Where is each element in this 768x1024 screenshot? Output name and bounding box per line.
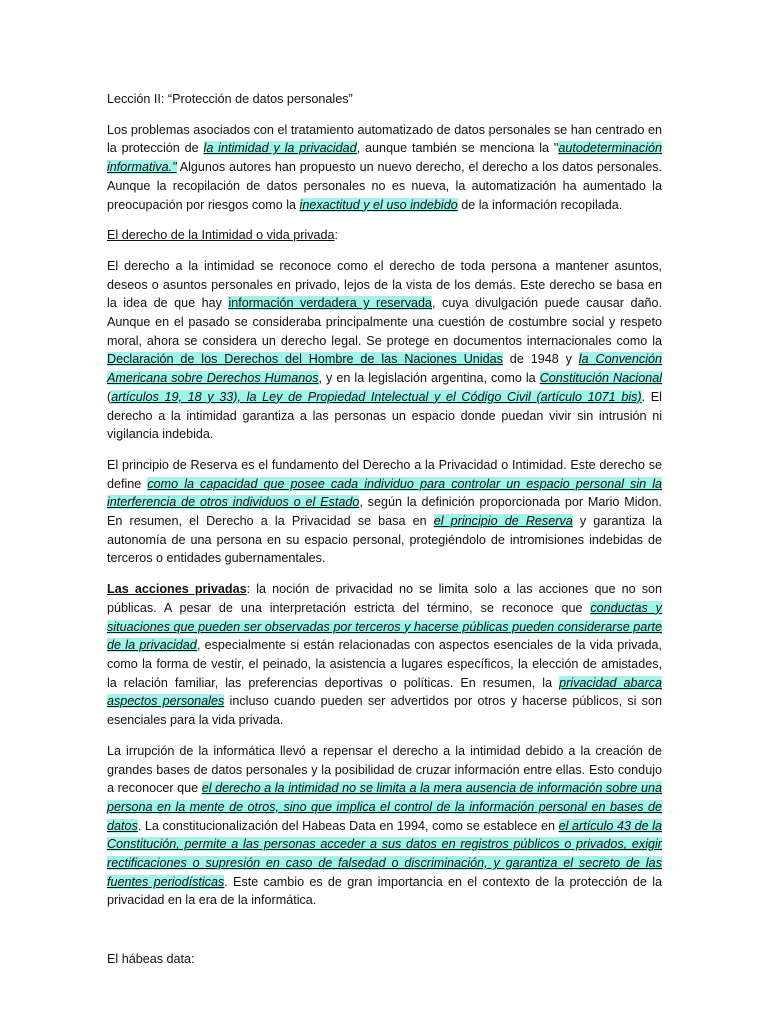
highlighted-text: artículos 19, 18 y 33), la Ley de Propiedad Intelectual y el Código Civil (artículo 1071 bis) — [111, 389, 642, 404]
spacer — [107, 922, 662, 950]
text-run: , cuya divulgación puede causar daño. Aunque en el pasado se consideraba principalmente una cuestión de costumbre social y respeto moral, ahora se considera un derecho legal. Se protege en documentos internacionales como la — [107, 296, 662, 348]
highlighted-text: Declaración de los Derechos del Hombre de las Naciones Unidas — [107, 352, 503, 367]
text-run: y garantiza la autonomía de una persona en su espacio personal, protegiéndolo de intromisiones indebidas de terceros o entidades gubernamentales. — [107, 514, 662, 566]
highlighted-text: como la capacidad que posee cada individuo para controlar un espacio personal sin la interferencia de otros individuos o el Estado — [107, 476, 662, 510]
text-run: incluso cuando pueden ser advertidos por otros y hacerse públicos, si son esenciales para la vida privada. — [107, 694, 662, 728]
text-run: de la información recopilada. — [457, 197, 623, 212]
highlighted-text: inexactitud y el uso indebido — [299, 197, 458, 212]
highlighted-text: Americana sobre Derechos Humanos — [107, 371, 319, 386]
text-run: Los problemas asociados con el tratamiento automatizado de datos personales se han centrado en la protección de — [107, 122, 662, 156]
emphasis-text: El derecho de la Intimidad o vida privada — [107, 228, 335, 243]
highlighted-text: autodeterminación informativa." — [107, 141, 663, 175]
text-run: . Este cambio es de gran importancia en el contexto de la protección de la privacidad en la era de la informática. — [107, 874, 662, 908]
text-run: , y en la legislación argentina, como la — [318, 371, 540, 386]
lesson-title: Lección II: “Protección de datos personales” — [107, 92, 353, 106]
highlighted-text: Constitución Nacional — [539, 371, 663, 386]
text-run: , especialmente si están relacionadas con aspectos esenciales de la vida privada, como la forma de vestir, el peinado, la asistencia a lugares específicos, la elección de amistades, la relación familiar, las preferencias deportivas o políticas. En resumen, la — [107, 638, 662, 690]
highlighted-text: información verdadera y reservada — [228, 296, 433, 311]
highlighted-text: el artículo 43 de la Constitución, permite a las personas acceder a sus datos en registros públicos o privados, exigir rectificaciones o supresión en caso de falsedad o discriminación, y garantiza el secreto de las fuentes periodísticas — [107, 818, 663, 889]
highlighted-text: la intimidad y la privacidad — [203, 141, 357, 156]
highlighted-text: conductas y situaciones que pueden ser observadas por terceros y hacerse públicas pueden considerarse parte de la privacidad — [107, 600, 662, 653]
text-run: , aunque también se menciona la " — [356, 141, 559, 156]
text-run: . El derecho a la intimidad garantiza a las personas un espacio donde puedan vivir sin intrusión ni vigilancia indebida. — [107, 389, 662, 442]
document-page — [107, 90, 662, 981]
text-run: Algunos autores han propuesto un nuevo derecho, el derecho a los datos personales. Aunque la recopilación de datos personales no es nueva, la automatización ha aumentado la preocupación por riesgos como la — [107, 160, 662, 212]
text-run: : la noción de privacidad no se limita solo a las acciones que no son públicas. A pesar de una interpretación estricta del término, se reconoce que — [107, 582, 662, 615]
text-run: : — [334, 228, 339, 243]
emphasis-text: Las acciones privadas — [107, 582, 247, 597]
paragraph-intro — [107, 121, 662, 215]
highlighted-text: el principio de Reserva — [433, 514, 573, 529]
section-heading-intimidad — [107, 226, 662, 245]
text-run: El derecho a la intimidad se reconoce como el derecho de toda persona a mantener asuntos, deseos o asuntos personales en privado, lejos de la vista de los demás. Este derecho se basa en la idea de que hay — [107, 258, 662, 311]
paragraph-acciones-privadas — [107, 580, 662, 730]
section-heading-habeas-data: El hábeas data: — [107, 952, 195, 967]
text-run: ( — [107, 389, 112, 404]
text-run: La irrupción de la informática llevó a repensar el derecho a la intimidad debido a la creación de grandes bases de datos personales y la posibilidad de cruzar información entre ellas. Esto condujo a reconocer que — [107, 743, 662, 796]
paragraph-principio-reserva — [107, 456, 662, 568]
text-run: , según la definición proporcionada por Mario Midon. En resumen, el Derecho a la Privacidad se basa en — [107, 495, 663, 529]
paragraph-informatica — [107, 742, 662, 910]
highlighted-text: el derecho a la intimidad no se limita a la mera ausencia de información sobre una persona en la mente de otros, sino que implica el control de la información personal en bases de datos — [107, 781, 663, 833]
highlighted-text: privacidad abarca aspectos personales — [107, 675, 662, 709]
text-run: El principio de Reserva es el fundamento del Derecho a la Privacidad o Intimidad. Este derecho se define — [107, 457, 662, 491]
text-run: . La constitucionalización del Habeas Data en 1994, como se establece en — [137, 818, 559, 833]
paragraph-derecho-intimidad — [107, 257, 662, 444]
highlighted-text: la Convención — [578, 352, 662, 367]
text-run: de 1948 y — [502, 352, 579, 367]
